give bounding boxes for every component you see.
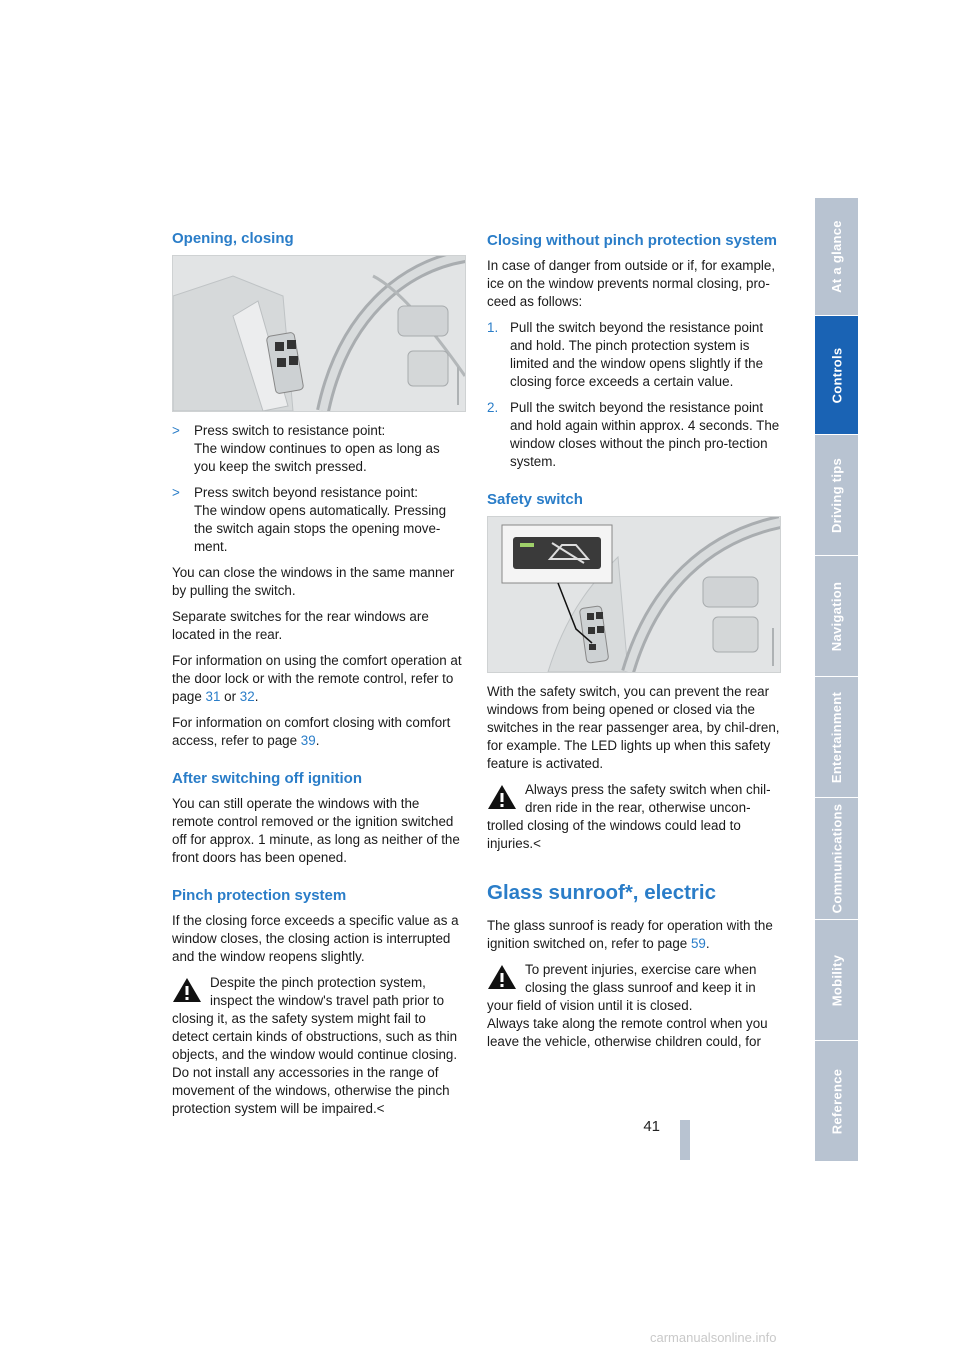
tab-driving-tips[interactable]: Driving tips bbox=[829, 457, 845, 533]
tab-reference[interactable]: Reference bbox=[829, 1068, 845, 1134]
safety-switch-drawing bbox=[488, 517, 780, 672]
numbered-step: 2. Pull the switch beyond the resistance point and hold again within approx. 4 seconds. The window closes without the pinch pro-tection system. bbox=[487, 400, 780, 469]
tab-controls[interactable]: Controls bbox=[815, 316, 858, 434]
safety-switch-illustration bbox=[487, 516, 781, 673]
paragraph: If the closing force exceeds a specific value as a window closes, the closing action is interrupted and the window reopens slightly. bbox=[172, 913, 459, 964]
page-link-59[interactable]: 59 bbox=[690, 936, 706, 951]
heading-glass-sunroof: Glass sunroof*, electric bbox=[487, 881, 717, 904]
right-column bbox=[487, 230, 780, 1059]
warning-triangle-icon bbox=[487, 784, 517, 810]
warning-triangle-icon bbox=[487, 964, 517, 990]
heading-closing-without-pinch: Closing without pinch protection system bbox=[487, 232, 778, 249]
paragraph: You can still operate the windows with the remote control removed or the ignition switched off for approx. 1 minute, as long as neither of the front doors has been opened. bbox=[172, 796, 460, 865]
paragraph-comfort: For information on using the comfort operation at the door lock or with the remote control, refer to page 31 or 32. bbox=[172, 653, 462, 704]
page-number: 41 bbox=[643, 1118, 660, 1135]
tab-at-a-glance[interactable]: At a glance bbox=[829, 220, 844, 293]
tab-entertainment[interactable]: Entertainment bbox=[829, 691, 844, 783]
page-link-32[interactable]: 32 bbox=[239, 689, 255, 704]
tab-communications[interactable]: Communications bbox=[829, 803, 844, 914]
heading-after-switching-off: After switching off ignition bbox=[172, 770, 362, 787]
page-link-31[interactable]: 31 bbox=[205, 689, 221, 704]
heading-safety-switch: Safety switch bbox=[487, 491, 583, 508]
bullet-item: > Press switch to resistance point: The window continues to open as long as you keep the switch pressed. bbox=[172, 423, 440, 474]
page-link-39[interactable]: 39 bbox=[300, 733, 316, 748]
paragraph: You can close the windows in the same manner by pulling the switch. bbox=[172, 565, 455, 598]
door-window-switch-drawing bbox=[173, 256, 465, 411]
numbered-step: 1. Pull the switch beyond the resistance point and hold. The pinch protection system is limited and the window opens slightly if the closing force exceeds a certain value. bbox=[487, 320, 764, 389]
warning-note: Despite the pinch protection system, inspect the window's travel path prior to closing it, as the safety system might fail to detect certain kinds of obstructions, such as thin objects, and the window would continue closing. Do not install any accessories in the range of movement of the windows, otherwise the pinch protection system will be impaired.< bbox=[172, 975, 458, 1116]
heading-pinch-protection: Pinch protection system bbox=[172, 887, 347, 904]
warning-triangle-icon bbox=[172, 977, 202, 1003]
paragraph-sunroof: The glass sunroof is ready for operation with the ignition switched on, refer to page 59. bbox=[487, 918, 773, 951]
paragraph: In case of danger from outside or if, for example, ice on the window prevents normal closing, pro-ceed as follows: bbox=[487, 258, 776, 309]
paragraph-comfort-access: For information on comfort closing with comfort access, refer to page 39. bbox=[172, 715, 451, 748]
tab-mobility[interactable]: Mobility bbox=[829, 954, 845, 1006]
footer-watermark: carmanualsonline.info bbox=[650, 1330, 777, 1345]
chapter-sidebar bbox=[815, 198, 858, 1161]
tab-navigation[interactable]: Navigation bbox=[829, 581, 844, 651]
door-switch-illustration bbox=[172, 255, 466, 412]
warning-note: To prevent injuries, exercise care when closing the glass sunroof and keep it in your field of vision until it is closed. Always take along the remote control when you leave the vehicle, otherwise children could, for bbox=[487, 962, 768, 1049]
warning-note: Always press the safety switch when chil-dren ride in the rear, otherwise uncon- trolled closing of the windows could lead to injuries.< bbox=[487, 782, 771, 851]
paragraph: With the safety switch, you can prevent the rear windows from being opened or closed via the switches in the rear passenger area, by chil-dren, for example. The LED lights up when this safety feature is activated. bbox=[487, 684, 780, 771]
heading-opening-closing: Opening, closing bbox=[172, 230, 294, 247]
paragraph: Separate switches for the rear windows are located in the rear. bbox=[172, 609, 429, 642]
image-code-label bbox=[454, 367, 462, 405]
bullet-item: > Press switch beyond resistance point: The window opens automatically. Pressing the switch again stops the opening move-ment. bbox=[172, 485, 447, 554]
page-number-bar bbox=[680, 1120, 690, 1160]
image-code-label bbox=[769, 628, 777, 666]
left-column bbox=[172, 230, 464, 1126]
